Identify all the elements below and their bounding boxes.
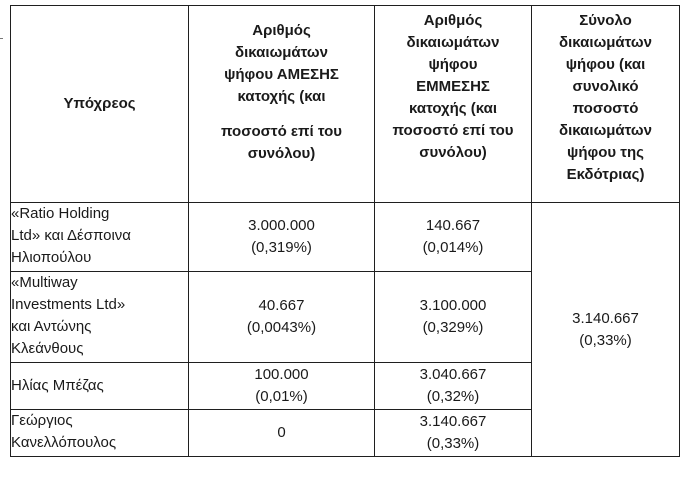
header-total-line: ψήφου της [567, 144, 644, 161]
header-indirect-line: ποσοστό επί του [392, 122, 514, 139]
header-indirect-holding [375, 6, 532, 203]
direct-holding-cell [189, 272, 375, 363]
direct-percent: (0,0043%) [246, 319, 317, 336]
header-total-line: Εκδότριας) [566, 166, 645, 183]
direct-count: 100.000 [254, 366, 309, 383]
header-holder [11, 6, 189, 203]
indirect-holding-cell [375, 272, 532, 363]
header-direct-line: κατοχής (και [237, 88, 326, 105]
holder-line: Ltd» και Δέσποινα [11, 227, 131, 244]
direct-count: 0 [277, 424, 286, 441]
holder-line: Investments Ltd» [11, 296, 126, 313]
holder-cell [11, 203, 189, 272]
margin-tick-mark [0, 38, 3, 39]
header-total-line: δικαιωμάτων [559, 34, 652, 51]
total-percent: (0,33%) [579, 331, 632, 349]
direct-count: 3.000.000 [248, 217, 315, 234]
total-count: 3.140.667 [572, 309, 639, 327]
holder-line: «Multiway [11, 274, 78, 291]
holder-cell [11, 363, 189, 410]
holder-line: Ηλιοπούλου [11, 249, 92, 266]
holder-line: Κανελλόπουλος [11, 434, 117, 451]
header-holder-label: Υπόχρεος [63, 95, 136, 112]
holder-line: Κλεάνθους [11, 340, 84, 357]
table-row [11, 203, 680, 272]
header-indirect-line: Αριθμός [423, 12, 483, 29]
header-total-line: ποσοστό [572, 100, 639, 117]
indirect-percent: (0,33%) [426, 435, 480, 452]
indirect-percent: (0,014%) [422, 239, 484, 256]
header-indirect-line: συνόλου) [419, 144, 487, 161]
header-total-line: ψήφου (και [565, 56, 646, 73]
header-indirect-line: ψήφου [428, 56, 478, 73]
indirect-percent: (0,32%) [426, 388, 480, 405]
direct-percent: (0,319%) [251, 239, 312, 256]
direct-count: 40.667 [258, 297, 305, 314]
direct-holding-cell [189, 203, 375, 272]
header-indirect-line: δικαιωμάτων [406, 34, 500, 51]
total-rights-cell [532, 203, 680, 457]
header-direct-line: δικαιωμάτων [235, 44, 328, 61]
indirect-count: 140.667 [425, 217, 481, 234]
indirect-count: 3.140.667 [419, 413, 487, 430]
holder-line: Ηλίας Μπέζας [11, 377, 104, 394]
header-total-line: δικαιωμάτων [559, 122, 652, 139]
header-direct-line: ποσοστό επί του [220, 123, 343, 140]
header-indirect-line: κατοχής (και [408, 100, 497, 117]
header-direct-holding [189, 6, 375, 203]
indirect-holding-cell [375, 363, 532, 410]
header-direct-line: ψήφου ΑΜΕΣΗΣ [224, 66, 339, 83]
voting-rights-table [10, 5, 680, 457]
holder-cell [11, 410, 189, 457]
header-total-line: συνολικό [572, 78, 639, 95]
header-total-rights [532, 6, 680, 203]
indirect-holding-cell [375, 410, 532, 457]
header-direct-line: Αριθμός [252, 22, 311, 39]
holder-line: «Ratio Holding [11, 205, 110, 222]
header-total-line: Σύνολο [579, 12, 632, 29]
holder-line: και Αντώνης [11, 318, 92, 335]
direct-percent: (0,01%) [255, 388, 308, 405]
holder-cell [11, 272, 189, 363]
direct-holding-cell [189, 363, 375, 410]
direct-holding-cell [189, 410, 375, 457]
holder-line: Γεώργιος [11, 412, 73, 429]
header-row [11, 6, 680, 203]
indirect-percent: (0,329%) [422, 319, 484, 336]
indirect-holding-cell [375, 203, 532, 272]
header-direct-line: συνόλου) [247, 145, 316, 162]
indirect-count: 3.040.667 [419, 366, 487, 383]
header-indirect-line: ΕΜΜΕΣΗΣ [416, 78, 490, 95]
indirect-count: 3.100.000 [419, 297, 487, 314]
